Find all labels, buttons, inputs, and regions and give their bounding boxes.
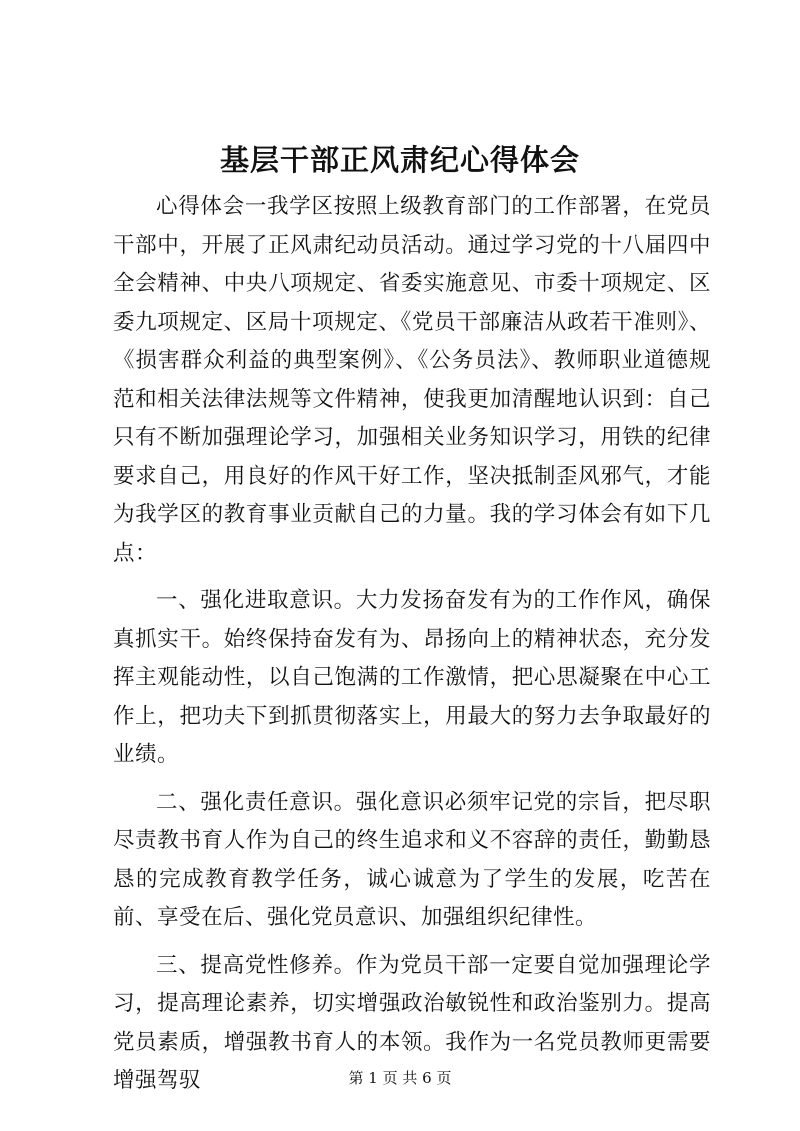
document-body <box>113 188 711 1110</box>
page-number-footer: 第 1 页 共 6 页 <box>348 1069 452 1087</box>
paragraph-point-1: 一、强化进取意识。大力发扬奋发有为的工作作风，确保真抓实干。始终保持奋发有为、昂扬向上的精神状态，充分发挥主观能动性，以自己饱满的工作激情，把心思凝聚在中心工作上，把功夫下到抓贯彻落实上，用最大的努力去争取最好的业绩。 <box>113 588 711 767</box>
paragraph-intro: 心得体会一我学区按照上级教育部门的工作部署，在党员干部中，开展了正风肃纪动员活动。通过学习党的十八届四中全会精神、中央八项规定、省委实施意见、市委十项规定、区委九项规定、区局十项规定、《党员干部廉洁从政若干准则》、《损害群众利益的典型案例》、《公务员法》、教师职业道德规范和相关法律法规等文件精神，使我更加清醒地认识到：自己只有不断加强理论学习，加强相关业务知识学习，用铁的纪律要求自己，用良好的作风干好工作，坚决抵制歪风邪气，才能为我学区的教育事业贡献自己的力量。我的学习体会有如下几点： <box>113 194 711 566</box>
document-title: 基层干部正风肃纪心得体会 <box>219 143 580 177</box>
paragraph-point-2: 二、强化责任意识。强化意识必须牢记党的宗旨，把尽职尽责教书育人作为自己的终生追求和义不容辞的责任，勤勤恳恳的完成教育教学任务，诚心诚意为了学生的发展，吃苦在前、享受在后、强化党员意识、加强组织纪律性。 <box>113 789 711 930</box>
paragraph-point-3: 三、提高党性修养。作为党员干部一定要自觉加强理论学习，提高理论素养，切实增强政治敏锐性和政治鉴别力。提高党员素质，增强教书育人的本领。我作为一名党员教师更需要增强驾驭 <box>113 952 711 1093</box>
